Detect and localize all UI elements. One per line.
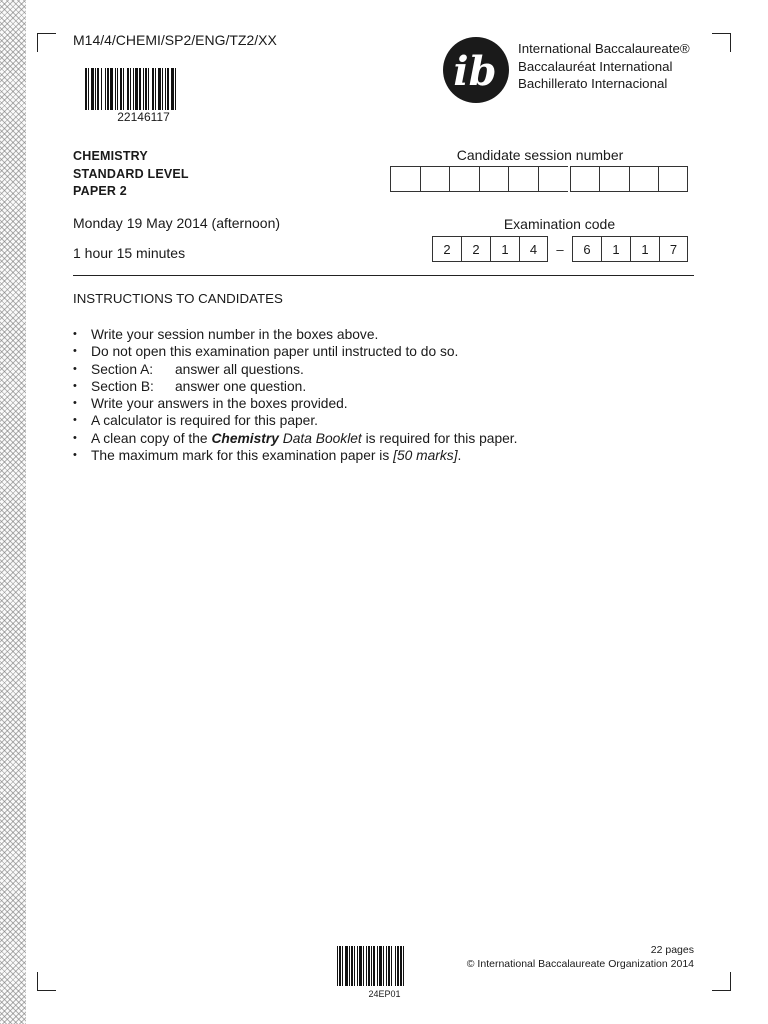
subject-name: CHEMISTRY [73,149,148,163]
exam-code-digit: 4 [519,236,548,262]
session-digit-box[interactable] [658,166,688,192]
crop-mark-bottom-right [712,972,731,991]
perforation-strip [0,0,26,1024]
session-digit-box[interactable] [390,166,420,192]
barcode-bottom-number: 24EP01 [368,989,401,999]
exam-code-separator: – [556,241,564,257]
instructions-heading: INSTRUCTIONS TO CANDIDATES [73,291,283,306]
session-digit-box[interactable] [599,166,629,192]
page-count: 22 pages [650,944,694,956]
instruction-item: • Section A: answer all questions. [73,361,304,377]
org-name-es: Bachillerato Internacional [518,76,668,91]
exam-code-digit: 1 [490,236,519,262]
barcode-bottom [337,946,432,986]
instruction-item: • Write your answers in the boxes provided. [73,396,348,412]
exam-duration: 1 hour 15 minutes [73,245,186,261]
crop-mark-top-right [712,33,731,52]
copyright: © International Baccalaureate Organization 2014 [466,958,694,970]
instruction-item: • Write your session number in the boxes above. [73,327,379,342]
exam-code-digit: 2 [432,236,461,262]
header-divider [73,275,694,276]
subject-block [73,148,189,201]
candidate-session-label: Candidate session number [456,147,624,163]
examination-code-boxes [432,236,688,262]
exam-code-digit: 2 [461,236,490,262]
exam-code-digit: 6 [572,236,601,262]
org-name-en: International Baccalaureate® [518,41,690,56]
session-digit-box[interactable] [508,166,538,192]
session-digit-box[interactable] [538,166,568,192]
exam-code-digit: 1 [601,236,630,262]
instruction-item: • The maximum mark for this examination paper is [50 marks]. [73,448,462,464]
examination-code-label: Examination code [503,216,616,232]
session-digit-box[interactable] [479,166,509,192]
ib-logo [441,35,511,105]
crop-mark-bottom-left [37,972,56,991]
instruction-item: • Do not open this examination paper until instructed to do so. [73,344,459,360]
subject-paper: PAPER 2 [73,184,127,198]
reference-code: M14/4/CHEMI/SP2/ENG/TZ2/XX [73,32,277,48]
instruction-item: • Section B: answer one question. [73,378,307,394]
instruction-item: • A calculator is required for this paper. [73,413,319,429]
session-digit-box[interactable] [629,166,659,192]
barcode-top [85,68,202,110]
session-digit-box[interactable] [420,166,450,192]
subject-level: STANDARD LEVEL [73,166,189,181]
session-digit-box[interactable] [449,166,479,192]
exam-date: Monday 19 May 2014 (afternoon) [73,215,281,231]
candidate-session-boxes [390,166,688,192]
barcode-top-number: 22146117 [117,110,170,124]
organization-names [518,40,690,93]
org-name-fr: Baccalauréat International [518,58,673,74]
session-digit-box[interactable] [570,166,600,192]
exam-code-digit: 7 [659,236,688,262]
ib-logo-text: ib [453,48,497,95]
instructions-list [73,326,517,464]
instruction-item: • A clean copy of the Chemistry Data Booklet is required for this paper. [73,430,518,446]
exam-code-digit: 1 [630,236,659,262]
crop-mark-top-left [37,33,56,52]
